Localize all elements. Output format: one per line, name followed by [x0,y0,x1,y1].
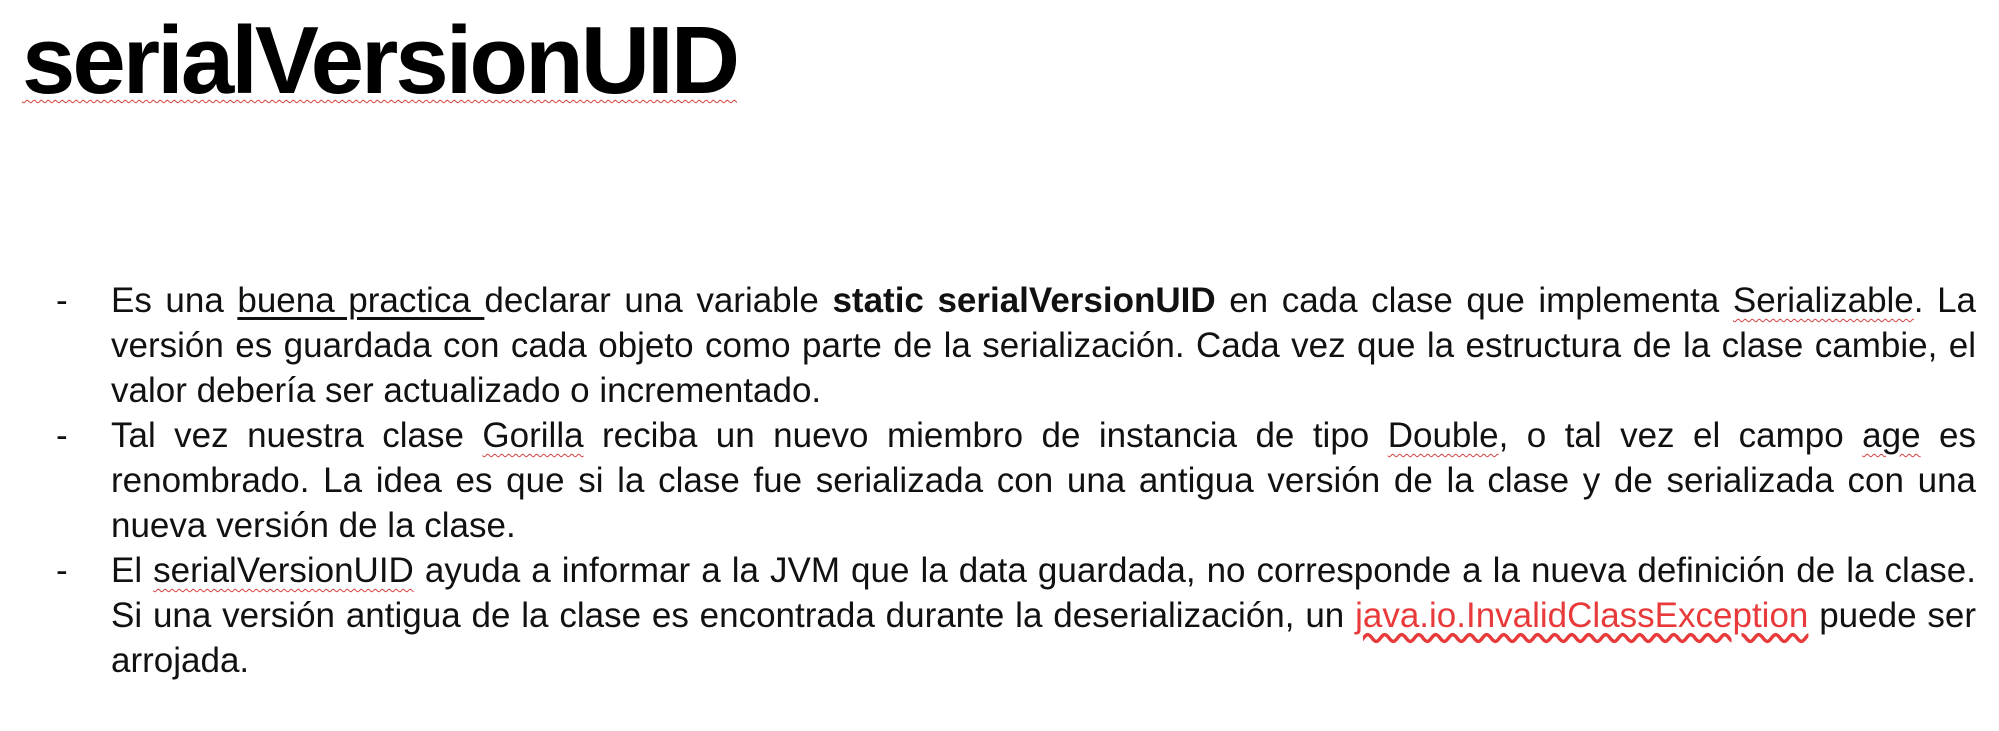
bullet-item-2 [56,413,1976,548]
text-segment: , o tal vez el campo [1498,416,1863,455]
bullet-item-3 [56,548,1976,683]
page-title: serialVersionUID [22,7,738,114]
underlined-phrase: buena practica [237,281,485,320]
text-segment: en cada clase que implementa [1215,281,1733,320]
text-segment: declarar una variable [484,281,833,320]
bullet-marker: - [56,551,68,590]
text-segment: es renombrado. La idea es que si la clase fue serializada con una antigua versión de la clase y de serializada con una nueva versión de la clase. [111,416,1976,545]
text-segment: Tal vez nuestra clase [111,416,483,455]
text-segment: El [111,551,154,590]
bullet-marker: - [56,281,68,320]
text-segment: Es una [111,281,238,320]
bullet-item-1 [56,278,1976,413]
exception-name: java.io.InvalidClassException [1355,596,1809,635]
bullet-marker: - [56,416,68,455]
text-segment: reciba un nuevo miembro de instancia de tipo [583,416,1388,455]
spellcheck-word: age [1862,416,1921,455]
spellcheck-word: Serializable [1732,281,1914,320]
bold-keyword: static serialVersionUID [832,281,1216,320]
text-segment: ayuda a informar a la JVM que la data guardada, no corresponde a la nueva definición de la clase. Si una versión antigua de la clase es encontrada durante la deserialización, un [111,551,1976,635]
bullet-list [56,278,1976,683]
spellcheck-word: Gorilla [482,416,584,455]
text-segment: . La versión es guardada con cada objeto como parte de la serialización. Cada vez que la estructura de la clase cambie, el valor debería ser actualizado o incrementado. [111,281,1976,410]
spellcheck-word: serialVersionUID [153,551,414,590]
text-segment: puede ser arrojada. [111,596,1976,680]
spellcheck-word: Double [1387,416,1499,455]
